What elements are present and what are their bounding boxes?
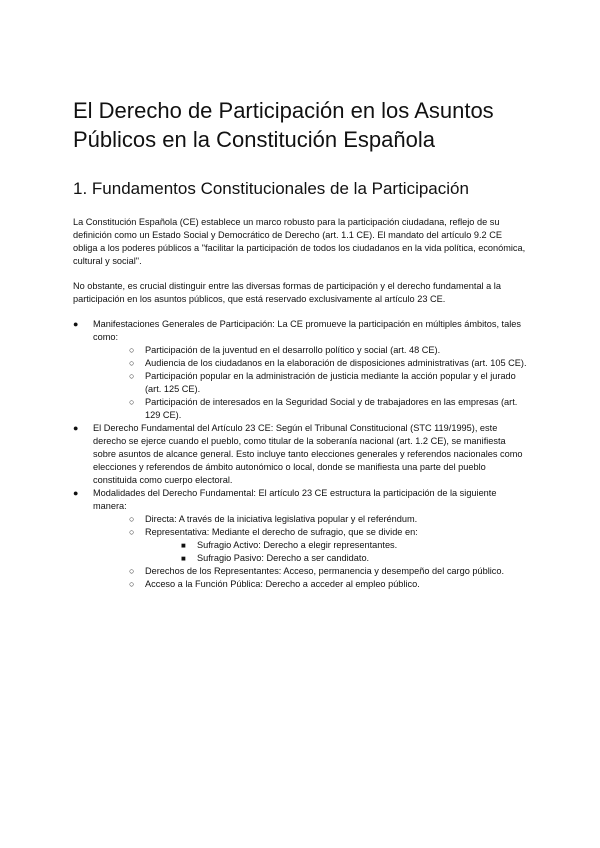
list-item	[177, 539, 528, 552]
distinction-paragraph: No obstante, es crucial distinguir entre las diversas formas de participación y el derecho fundamental a la participación en los asuntos públicos, que está reservado exclusivamente al artículo 23 CE.	[73, 281, 501, 304]
list-item	[125, 370, 528, 396]
list-item-text: Directa: A través de la iniciativa legislativa popular y el referéndum.	[145, 514, 418, 524]
list-item-text: Representativa: Mediante el derecho de sufragio, que se divide en:	[145, 527, 418, 537]
list-item-text: Manifestaciones Generales de Participación: La CE promueve la participación en múltiples ámbitos, tales como:	[93, 319, 521, 342]
bullet-icon: ●	[73, 488, 79, 498]
list-item	[125, 513, 528, 526]
circle-bullet-icon: ○	[129, 579, 135, 589]
circle-bullet-icon: ○	[129, 566, 135, 576]
sub-sub-bullet-list	[145, 539, 528, 565]
circle-bullet-icon: ○	[129, 397, 135, 407]
main-bullet-list	[73, 318, 528, 591]
list-item	[57, 422, 528, 487]
list-item	[177, 552, 528, 565]
list-item-text: Acceso a la Función Pública: Derecho a acceder al empleo público.	[145, 579, 420, 589]
sub-bullet-list	[93, 513, 528, 591]
list-item-text: Participación de la juventud en el desarrollo político y social (art. 48 CE).	[145, 345, 441, 355]
list-item-text: Participación popular en la administración de justicia mediante la acción popular y el jurado (art. 125 CE).	[145, 371, 516, 394]
list-item-text: Audiencia de los ciudadanos en la elaboración de disposiciones administrativas (art. 105 CE).	[145, 358, 527, 368]
square-bullet-icon: ■	[181, 541, 186, 550]
list-item-text: Sufragio Pasivo: Derecho a ser candidato.	[197, 553, 370, 563]
list-item	[125, 344, 528, 357]
intro-paragraph: La Constitución Española (CE) establece un marco robusto para la participación ciudadana, reflejo de su definición como un Estado Social y Democrático de Derecho (art. 1.1 CE). El mandato del artículo 9.2 CE obliga a los poderes públicos a "facilitar la participación de todos los ciudadanos en la vida política, económica, cultural y social".	[73, 217, 526, 266]
section-heading: 1. Fundamentos Constitucionales de la Participación	[73, 179, 469, 198]
list-item	[125, 396, 528, 422]
list-item-text: Derechos de los Representantes: Acceso, permanencia y desempeño del cargo público.	[145, 566, 505, 576]
list-item	[57, 318, 528, 422]
square-bullet-icon: ■	[181, 554, 186, 563]
list-item-text: Participación de interesados en la Seguridad Social y de trabajadores en las empresas (art. 129 CE).	[145, 397, 518, 420]
circle-bullet-icon: ○	[129, 527, 135, 537]
document-title: El Derecho de Participación en los Asuntos Públicos en la Constitución Española	[73, 98, 494, 152]
list-item-text: Sufragio Activo: Derecho a elegir representantes.	[197, 540, 398, 550]
list-item	[125, 565, 528, 578]
list-item	[125, 578, 528, 591]
circle-bullet-icon: ○	[129, 514, 135, 524]
list-item	[57, 487, 528, 591]
circle-bullet-icon: ○	[129, 371, 135, 381]
list-item-text: El Derecho Fundamental del Artículo 23 CE: Según el Tribunal Constitucional (STC 119/1995), este derecho se ejerce cuando el pueblo, como titular de la soberanía nacional (art. 1.2 CE), se manifiesta sobre asuntos de alcance general. Esto incluye tanto elecciones generales y referendos nacionales como elecciones y referendos de ámbito autonómico o local, donde se manifiesta una parte del pueblo constituida como cuerpo electoral.	[93, 423, 523, 485]
bullet-icon: ●	[73, 319, 79, 329]
circle-bullet-icon: ○	[129, 345, 135, 355]
sub-bullet-list	[93, 344, 528, 422]
list-item	[125, 357, 528, 370]
list-item	[125, 526, 528, 565]
bullet-icon: ●	[73, 423, 79, 433]
circle-bullet-icon: ○	[129, 358, 135, 368]
list-item-text: Modalidades del Derecho Fundamental: El artículo 23 CE estructura la participación de la siguiente manera:	[93, 488, 497, 511]
document-page	[73, 96, 528, 591]
